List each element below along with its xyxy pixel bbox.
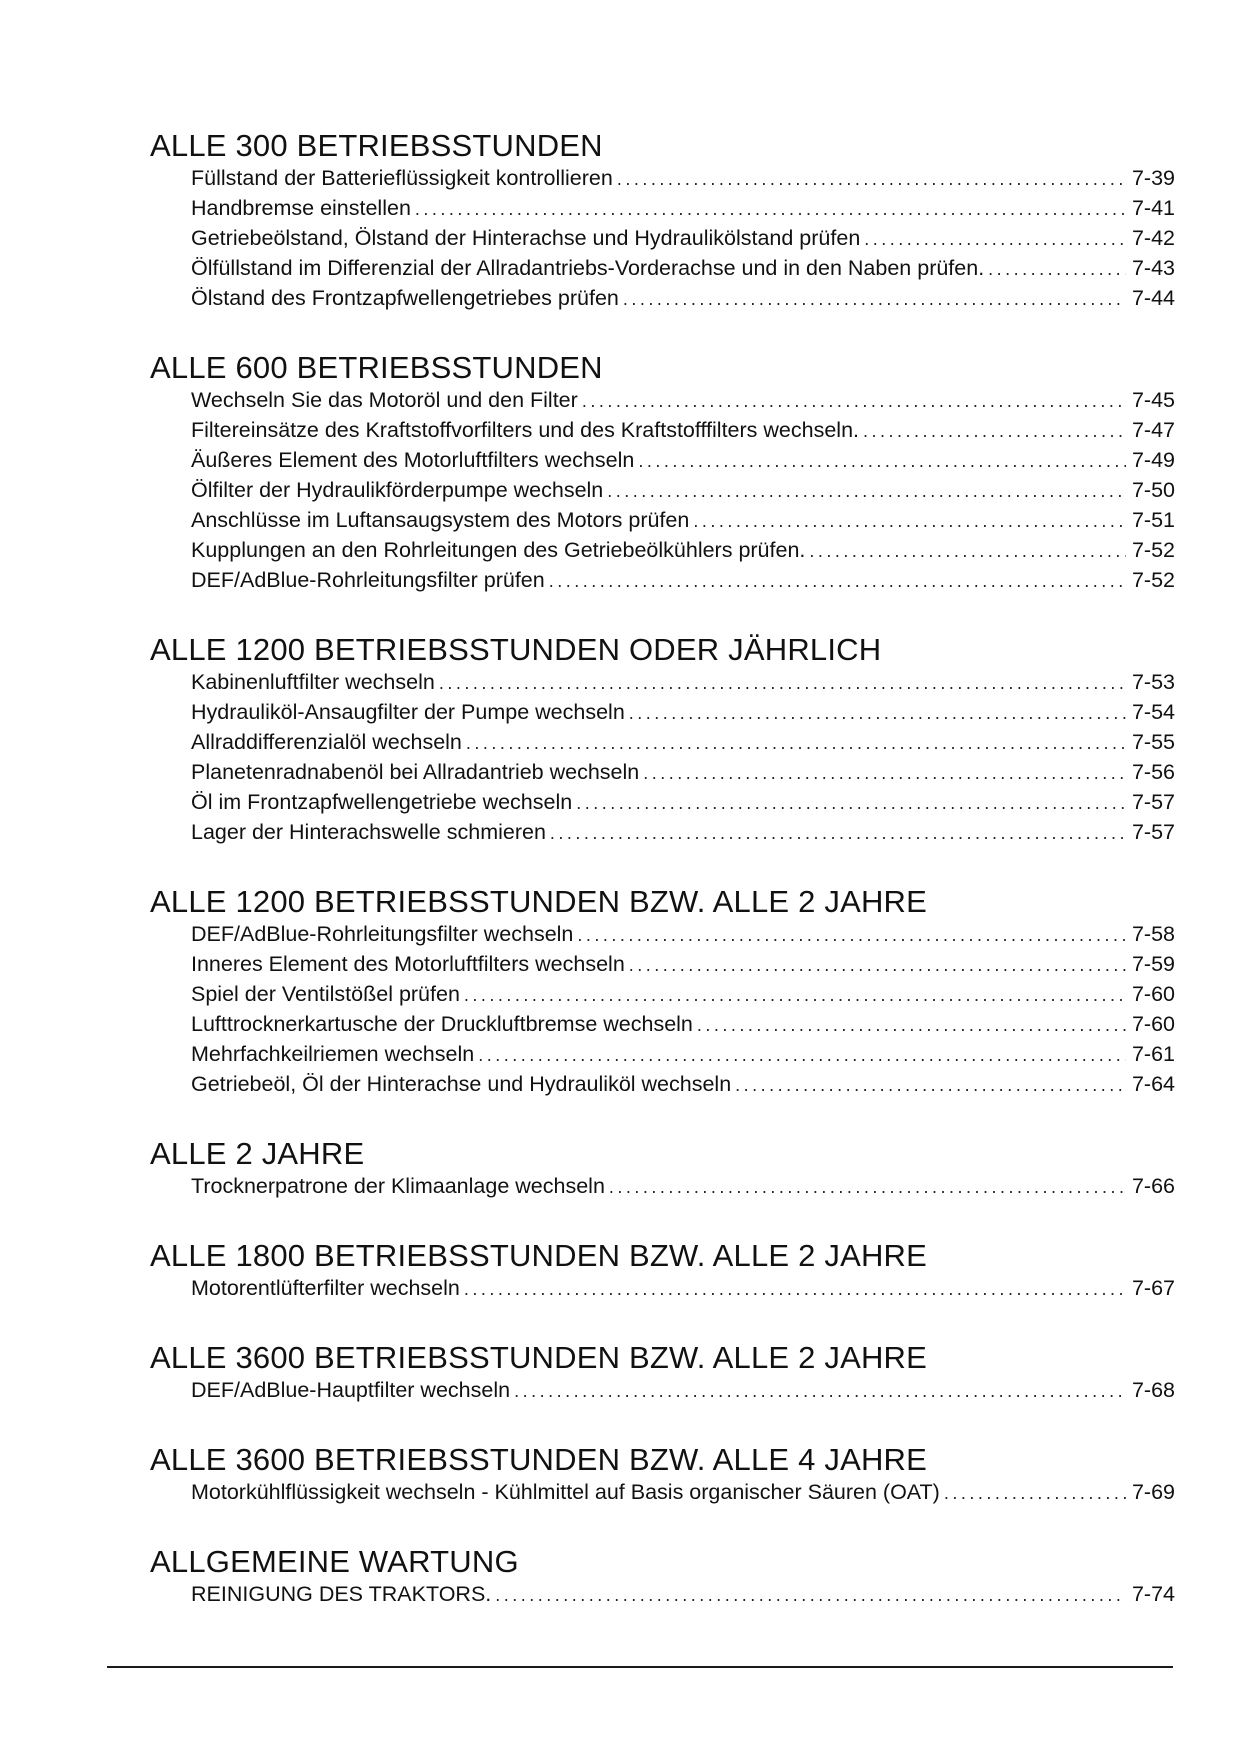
entry-label: Filtereinsätze des Kraftstoffvorfilters und des Kraftstofffilters wechseln. <box>191 418 860 442</box>
entry-page-number: 7-42 <box>1131 226 1175 250</box>
toc-entry[interactable] <box>191 818 1175 848</box>
section-title: ALLE 1200 BETRIEBSSTUNDEN BZW. ALLE 2 JAHRE <box>150 884 928 919</box>
entry-list <box>150 386 1175 596</box>
entry-label: Hydrauliköl-Ansaugfilter der Pumpe wechseln <box>191 700 625 724</box>
toc-section <box>150 1238 1175 1304</box>
toc-entry[interactable] <box>191 950 1175 980</box>
entry-label: Anschlüsse im Luftansaugsystem des Motors prüfen <box>191 508 690 532</box>
toc-section <box>150 128 1175 314</box>
entry-page-number: 7-51 <box>1131 508 1175 532</box>
toc-entry[interactable] <box>191 1010 1175 1040</box>
dot-leader <box>478 1041 1126 1070</box>
dot-leader <box>629 699 1126 728</box>
entry-page-number: 7-60 <box>1131 1012 1175 1036</box>
entry-page-number: 7-58 <box>1131 922 1175 946</box>
entry-label: DEF/AdBlue-Rohrleitungsfilter prüfen <box>191 568 545 592</box>
entry-label: Äußeres Element des Motorluftfilters wechseln <box>191 448 635 472</box>
entry-page-number: 7-67 <box>1131 1276 1175 1300</box>
toc-entry[interactable] <box>191 1580 1175 1610</box>
entry-page-number: 7-56 <box>1131 760 1175 784</box>
entry-label: Handbremse einstellen <box>191 196 411 220</box>
entry-label: Lufttrocknerkartusche der Druckluftbremse wechseln <box>191 1012 693 1036</box>
dot-leader <box>466 729 1126 758</box>
toc-entry[interactable] <box>191 1040 1175 1070</box>
dot-leader <box>864 225 1126 254</box>
entry-page-number: 7-57 <box>1131 820 1175 844</box>
dot-leader <box>514 1377 1126 1406</box>
dot-leader <box>697 1011 1126 1040</box>
section-title: ALLGEMEINE WARTUNG <box>150 1544 519 1579</box>
toc-section <box>150 1136 1175 1202</box>
toc-entry[interactable] <box>191 476 1175 506</box>
dot-leader <box>609 1173 1126 1202</box>
toc-entry[interactable] <box>191 1172 1175 1202</box>
entry-page-number: 7-49 <box>1131 448 1175 472</box>
dot-leader <box>643 759 1126 788</box>
toc-entry[interactable] <box>191 416 1175 446</box>
entry-list <box>150 920 1175 1100</box>
entry-label: Lager der Hinterachswelle schmieren <box>191 820 546 844</box>
bottom-divider <box>107 1666 1173 1668</box>
toc-entry[interactable] <box>191 164 1175 194</box>
entry-page-number: 7-54 <box>1131 700 1175 724</box>
dot-leader <box>607 477 1126 506</box>
dot-leader <box>415 195 1126 224</box>
entry-label: Öl im Frontzapfwellengetriebe wechseln <box>191 790 573 814</box>
entry-label: Füllstand der Batterieflüssigkeit kontrollieren <box>191 166 613 190</box>
dot-leader <box>629 951 1126 980</box>
entry-page-number: 7-66 <box>1131 1174 1175 1198</box>
section-title: ALLE 600 BETRIEBSSTUNDEN <box>150 350 603 385</box>
entry-label: Ölstand des Frontzapfwellengetriebes prüfen <box>191 286 619 310</box>
toc-entry[interactable] <box>191 284 1175 314</box>
toc-entry[interactable] <box>191 1376 1175 1406</box>
entry-page-number: 7-61 <box>1131 1042 1175 1066</box>
entry-page-number: 7-43 <box>1131 256 1175 280</box>
entry-label: Getriebeöl, Öl der Hinterachse und Hydrauliköl wechseln <box>191 1072 732 1096</box>
entry-label: Motorkühlflüssigkeit wechseln - Kühlmittel auf Basis organischer Säuren (OAT) <box>191 1480 940 1504</box>
dot-leader <box>550 819 1126 848</box>
entry-page-number: 7-57 <box>1131 790 1175 814</box>
dot-leader <box>464 981 1126 1010</box>
entry-label: Planetenradnabenöl bei Allradantrieb wechseln <box>191 760 640 784</box>
dot-leader <box>617 165 1126 194</box>
toc-section <box>150 350 1175 596</box>
toc-section <box>150 1442 1175 1508</box>
entry-label: DEF/AdBlue-Hauptfilter wechseln <box>191 1378 511 1402</box>
section-title: ALLE 1800 BETRIEBSSTUNDEN BZW. ALLE 2 JAHRE <box>150 1238 928 1273</box>
dot-leader <box>577 921 1126 950</box>
entry-page-number: 7-44 <box>1131 286 1175 310</box>
section-title: ALLE 3600 BETRIEBSSTUNDEN BZW. ALLE 2 JAHRE <box>150 1340 928 1375</box>
toc-entry[interactable] <box>191 728 1175 758</box>
entry-page-number: 7-69 <box>1131 1480 1175 1504</box>
dot-leader <box>944 1479 1126 1508</box>
table-of-contents <box>150 128 1175 1610</box>
entry-label: Mehrfachkeilriemen wechseln <box>191 1042 475 1066</box>
toc-section <box>150 632 1175 848</box>
dot-leader <box>693 507 1126 536</box>
entry-page-number: 7-68 <box>1131 1378 1175 1402</box>
toc-entry[interactable] <box>191 254 1175 284</box>
entry-page-number: 7-55 <box>1131 730 1175 754</box>
toc-entry[interactable] <box>191 224 1175 254</box>
dot-leader <box>495 1581 1126 1610</box>
toc-section <box>150 1340 1175 1406</box>
entry-page-number: 7-53 <box>1131 670 1175 694</box>
entry-label: Inneres Element des Motorluftfilters wechseln <box>191 952 625 976</box>
section-title: ALLE 300 BETRIEBSSTUNDEN <box>150 128 603 163</box>
entry-label: Wechseln Sie das Motoröl und den Filter <box>191 388 578 412</box>
toc-entry[interactable] <box>191 1274 1175 1304</box>
entry-page-number: 7-47 <box>1131 418 1175 442</box>
section-title: ALLE 3600 BETRIEBSSTUNDEN BZW. ALLE 4 JAHRE <box>150 1442 928 1477</box>
toc-entry[interactable] <box>191 566 1175 596</box>
entry-label: Spiel der Ventilstößel prüfen <box>191 982 460 1006</box>
entry-page-number: 7-52 <box>1131 568 1175 592</box>
entry-page-number: 7-74 <box>1131 1582 1175 1606</box>
toc-entry[interactable] <box>191 194 1175 224</box>
entry-label: REINIGUNG DES TRAKTORS. <box>191 1582 492 1606</box>
entry-label: Kabinenluftfilter wechseln <box>191 670 435 694</box>
entry-page-number: 7-59 <box>1131 952 1175 976</box>
dot-leader <box>638 447 1126 476</box>
toc-entry[interactable] <box>191 668 1175 698</box>
toc-entry[interactable] <box>191 1478 1175 1508</box>
entry-page-number: 7-39 <box>1131 166 1175 190</box>
entry-label: Trocknerpatrone der Klimaanlage wechseln <box>191 1174 605 1198</box>
toc-entry[interactable] <box>191 386 1175 416</box>
toc-section <box>150 884 1175 1100</box>
toc-entry[interactable] <box>191 758 1175 788</box>
dot-leader <box>549 567 1126 596</box>
toc-section <box>150 1544 1175 1610</box>
toc-entry[interactable] <box>191 980 1175 1010</box>
dot-leader <box>439 669 1126 698</box>
entry-label: Motorentlüfterfilter wechseln <box>191 1276 460 1300</box>
dot-leader <box>576 789 1126 818</box>
section-title: ALLE 2 JAHRE <box>150 1136 365 1171</box>
entry-label: Ölfüllstand im Differenzial der Allradantriebs-Vorderachse und in den Naben prüfen. <box>191 256 985 280</box>
entry-page-number: 7-52 <box>1131 538 1175 562</box>
entry-page-number: 7-50 <box>1131 478 1175 502</box>
toc-entry[interactable] <box>191 536 1175 566</box>
entry-page-number: 7-45 <box>1131 388 1175 412</box>
entry-label: Getriebeölstand, Ölstand der Hinterachse und Hydraulikölstand prüfen <box>191 226 861 250</box>
toc-entry[interactable] <box>191 506 1175 536</box>
toc-entry[interactable] <box>191 698 1175 728</box>
entry-list <box>150 1172 1175 1202</box>
dot-leader <box>582 387 1126 416</box>
section-title: ALLE 1200 BETRIEBSSTUNDEN ODER JÄHRLICH <box>150 632 882 667</box>
dot-leader <box>809 537 1126 566</box>
toc-entry[interactable] <box>191 920 1175 950</box>
dot-leader <box>623 285 1126 314</box>
dot-leader <box>863 417 1126 446</box>
toc-entry[interactable] <box>191 788 1175 818</box>
entry-page-number: 7-41 <box>1131 196 1175 220</box>
entry-page-number: 7-60 <box>1131 982 1175 1006</box>
entry-list <box>150 1376 1175 1406</box>
toc-entry[interactable] <box>191 446 1175 476</box>
entry-list <box>150 164 1175 314</box>
dot-leader <box>464 1275 1126 1304</box>
entry-label: DEF/AdBlue-Rohrleitungsfilter wechseln <box>191 922 574 946</box>
entry-label: Ölfilter der Hydraulikförderpumpe wechseln <box>191 478 604 502</box>
entry-list <box>150 1478 1175 1508</box>
entry-list <box>150 1580 1175 1610</box>
entry-list <box>150 668 1175 848</box>
toc-entry[interactable] <box>191 1070 1175 1100</box>
entry-label: Allraddifferenzialöl wechseln <box>191 730 462 754</box>
entry-page-number: 7-64 <box>1131 1072 1175 1096</box>
entry-label: Kupplungen an den Rohrleitungen des Getriebeölkühlers prüfen. <box>191 538 806 562</box>
dot-leader <box>735 1071 1126 1100</box>
dot-leader <box>988 255 1126 284</box>
entry-list <box>150 1274 1175 1304</box>
